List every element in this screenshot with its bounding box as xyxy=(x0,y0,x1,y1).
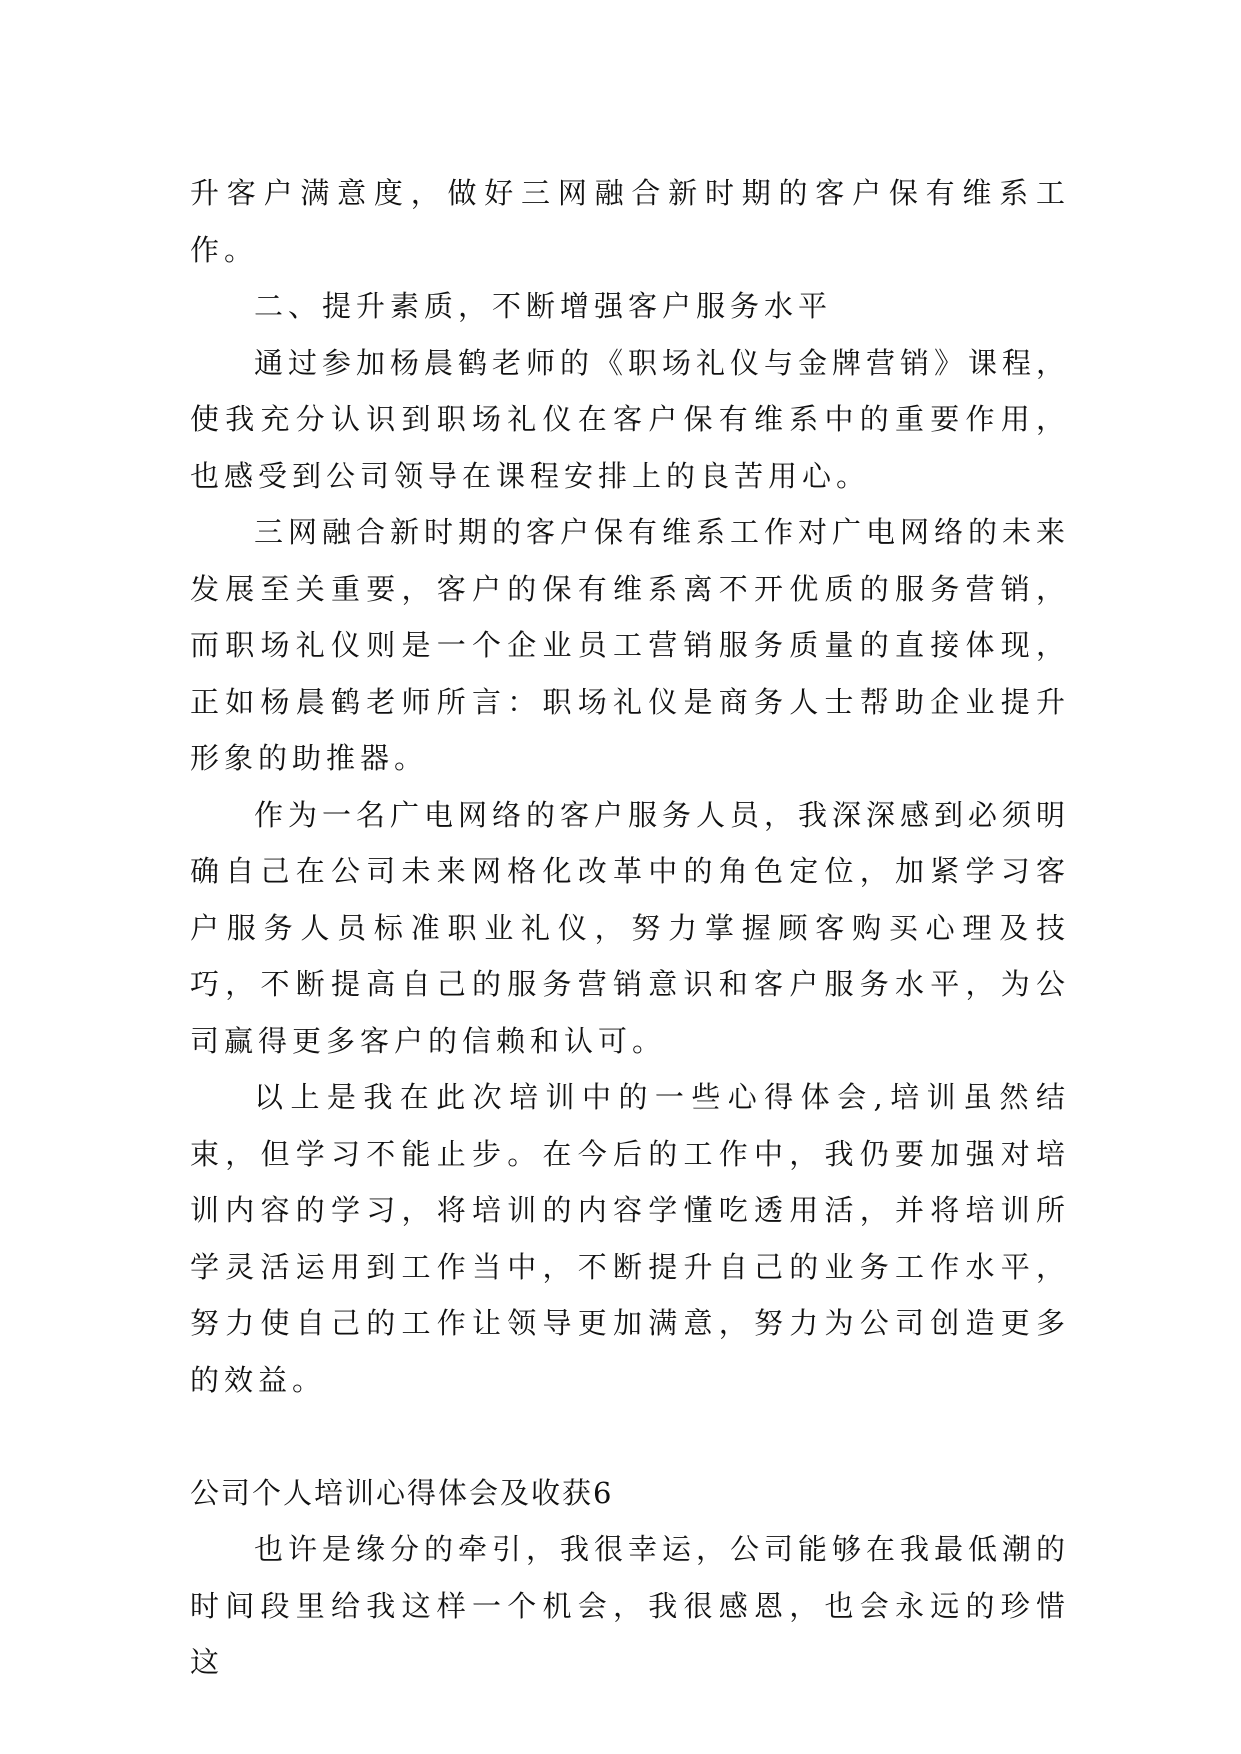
paragraph-course: 通过参加杨晨鹤老师的《职场礼仪与金牌营销》课程，使我充分认识到职场礼仪在客户保有维系中的重要作用，也感受到公司领导在课程安排上的良苦用心。 xyxy=(190,345,1071,493)
paragraph-continuation: 升客户满意度，做好三网融合新时期的客户保有维系工作。 xyxy=(190,176,1070,267)
paragraph-service-role: 作为一名广电网络的客户服务人员，我深深感到必须明确自己在公司未来网格化改革中的角色定位，加紧学习客户服务人员标准职业礼仪，努力掌握顾客购买心理及技巧，不断提高自己的服务营销意识和客户服务水平，为公司赢得更多客户的信赖和认可。 xyxy=(190,797,1071,1058)
document-body xyxy=(190,165,1070,1691)
paragraph-conclusion: 以上是我在此次培训中的一些心得体会,培训虽然结束，但学习不能止步。在今后的工作中，我仍要加强对培训内容的学习，将培训的内容学懂吃透用活，并将培训所学灵活运用到工作当中，不断提升自己的业务工作水平，努力使自己的工作让领导更加满意，努力为公司创造更多的效益。 xyxy=(190,1080,1070,1397)
section-title: 公司个人培训心得体会及收获6 xyxy=(190,1475,614,1510)
paragraph-section-start: 也许是缘分的牵引，我很幸运，公司能够在我最低潮的时间段里给我这样一个机会，我很感恩，也会永远的珍惜这 xyxy=(190,1532,1071,1679)
subheading-improve-quality: 二、提升素质，不断增强客户服务水平 xyxy=(254,289,833,323)
paragraph-etiquette: 三网融合新时期的客户保有维系工作对广电网络的未来发展至关重要，客户的保有维系离不开优质的服务营销，而职场礼仪则是一个企业员工营销服务质量的直接体现，正如杨晨鹤老师所言：职场礼仪是商务人士帮助企业提升形象的助推器。 xyxy=(190,515,1071,775)
